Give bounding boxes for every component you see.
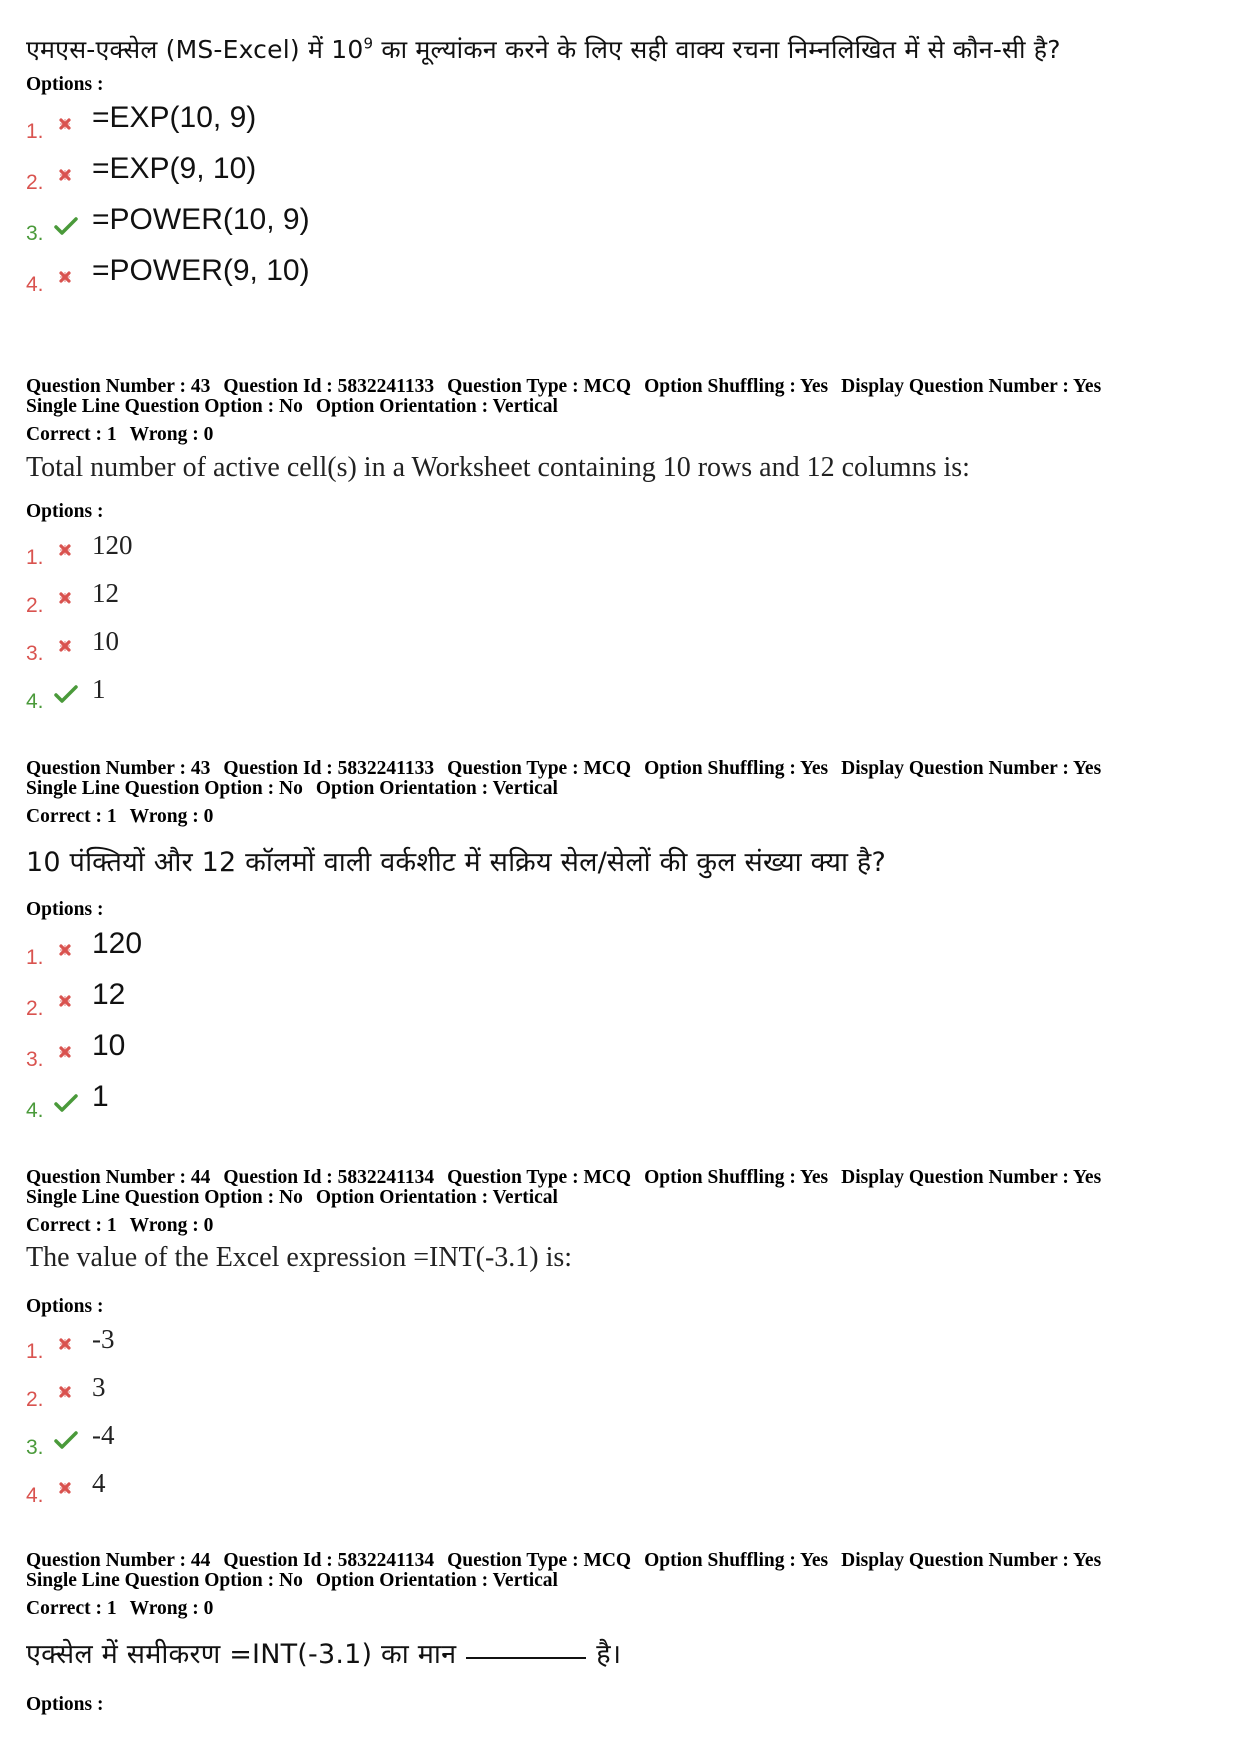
question-text-q42-hindi (26, 32, 1216, 66)
question-text-part: का मूल्यांकन करने के लिए सही वाक्य रचना निम्नलिखित में से कौन-सी है? (373, 35, 1061, 64)
meta-field: Single Line Question Option : No (26, 1187, 303, 1208)
options-label: Options : (26, 1694, 104, 1715)
question-meta-line2 (26, 778, 1216, 799)
question-meta-line3 (26, 1598, 1216, 1619)
option-item (26, 525, 133, 569)
option-number: 3. (26, 642, 44, 665)
meta-field: Question Id : 5832241134 (223, 1167, 435, 1188)
option-item (26, 1367, 106, 1411)
meta-field: Question Type : MCQ (447, 758, 632, 779)
question-meta-line2 (26, 1570, 1216, 1591)
meta-field: Question Type : MCQ (447, 1550, 632, 1571)
options-label: Options : (26, 899, 104, 920)
question-text-part: एक्सेल में समीकरण =INT(-3.1) का मान (26, 1639, 457, 1670)
meta-field: Single Line Question Option : No (26, 778, 303, 799)
cross-icon (52, 990, 82, 1014)
options-label: Options : (26, 1296, 104, 1317)
cross-icon (52, 1041, 82, 1065)
meta-field: Option Shuffling : Yes (644, 1550, 829, 1571)
option-value: 4 (92, 1468, 106, 1498)
meta-field: Option Shuffling : Yes (644, 376, 829, 397)
question-text-q43-english: Total number of active cell(s) in a Worksheet containing 10 rows and 12 columns is: (26, 452, 970, 483)
question-text-part: एमएस-एक्सेल (MS-Excel) में 10 (26, 35, 364, 64)
option-item (26, 925, 143, 969)
option-item (26, 1027, 126, 1071)
option-item (26, 1463, 106, 1507)
option-value: =EXP(10, 9) (92, 101, 257, 134)
meta-field: Question Number : 44 (26, 1550, 211, 1571)
meta-field: Display Question Number : Yes (841, 376, 1102, 397)
option-item (26, 150, 257, 194)
meta-field: Question Number : 43 (26, 376, 211, 397)
cross-icon (52, 164, 82, 188)
meta-field: Question Id : 5832241134 (223, 1550, 435, 1571)
option-number: 4. (26, 273, 44, 296)
option-value: -3 (92, 1324, 115, 1354)
meta-field: Wrong : 0 (129, 424, 214, 445)
option-value: 1 (92, 1080, 109, 1113)
meta-field: Wrong : 0 (129, 1215, 214, 1236)
check-icon (52, 1429, 82, 1453)
option-value: 1 (92, 674, 106, 704)
meta-field: Option Orientation : Vertical (315, 396, 558, 417)
option-item (26, 669, 106, 713)
meta-field: Correct : 1 (26, 806, 117, 827)
option-number: 2. (26, 594, 44, 617)
cross-icon (52, 539, 82, 563)
meta-field: Question Type : MCQ (447, 1167, 632, 1188)
option-number: 4. (26, 1484, 44, 1507)
question-meta-line2 (26, 1187, 1216, 1208)
check-icon (52, 683, 82, 707)
option-value: =EXP(9, 10) (92, 152, 257, 185)
meta-field: Single Line Question Option : No (26, 1570, 303, 1591)
option-item (26, 976, 126, 1020)
option-value: 120 (92, 530, 133, 560)
option-value: =POWER(10, 9) (92, 203, 310, 236)
meta-field: Option Shuffling : Yes (644, 758, 829, 779)
question-meta-line1 (26, 1167, 1216, 1188)
cross-icon (52, 635, 82, 659)
question-meta-line3 (26, 1215, 1216, 1236)
meta-field: Question Id : 5832241133 (223, 376, 435, 397)
meta-field: Question Number : 43 (26, 758, 211, 779)
meta-field: Display Question Number : Yes (841, 1550, 1102, 1571)
meta-field: Question Number : 44 (26, 1167, 211, 1188)
option-item (26, 621, 119, 665)
meta-field: Option Orientation : Vertical (315, 1570, 558, 1591)
fill-in-blank (466, 1657, 586, 1659)
question-meta-line1 (26, 758, 1216, 779)
question-text-q43-hindi: 10 पंक्तियों और 12 कॉलमों वाली वर्कशीट में सक्रिय सेल/सेलों की कुल संख्या क्या है? (26, 847, 886, 878)
meta-field: Correct : 1 (26, 424, 117, 445)
option-value: 3 (92, 1372, 106, 1402)
option-item (26, 1415, 115, 1459)
question-meta-line1 (26, 1550, 1216, 1571)
option-number: 2. (26, 1388, 44, 1411)
option-value: =POWER(9, 10) (92, 254, 310, 287)
meta-field: Question Type : MCQ (447, 376, 632, 397)
option-item (26, 201, 310, 245)
cross-icon (52, 1333, 82, 1357)
question-meta-line3 (26, 424, 1216, 445)
meta-field: Option Orientation : Vertical (315, 1187, 558, 1208)
option-item (26, 252, 310, 296)
meta-field: Correct : 1 (26, 1598, 117, 1619)
options-label: Options : (26, 74, 104, 95)
meta-field: Display Question Number : Yes (841, 1167, 1102, 1188)
option-item (26, 1078, 109, 1122)
meta-field: Correct : 1 (26, 1215, 117, 1236)
option-item (26, 1319, 115, 1363)
check-icon (52, 1092, 82, 1116)
options-label: Options : (26, 501, 104, 522)
option-number: 3. (26, 1436, 44, 1459)
meta-field: Wrong : 0 (129, 1598, 214, 1619)
check-icon (52, 215, 82, 239)
meta-field: Display Question Number : Yes (841, 758, 1102, 779)
option-number: 4. (26, 690, 44, 713)
option-value: 120 (92, 927, 143, 960)
cross-icon (52, 1381, 82, 1405)
cross-icon (52, 113, 82, 137)
option-number: 4. (26, 1099, 44, 1122)
cross-icon (52, 266, 82, 290)
exponent: 9 (363, 34, 374, 53)
option-number: 1. (26, 1340, 44, 1363)
question-meta-line1 (26, 376, 1216, 397)
option-number: 2. (26, 997, 44, 1020)
option-value: 10 (92, 626, 119, 656)
meta-field: Option Orientation : Vertical (315, 778, 558, 799)
meta-field: Option Shuffling : Yes (644, 1167, 829, 1188)
option-value: 12 (92, 978, 126, 1011)
option-item (26, 99, 257, 143)
option-number: 3. (26, 1048, 44, 1071)
question-text-q44-hindi (26, 1634, 1216, 1671)
meta-field: Single Line Question Option : No (26, 396, 303, 417)
cross-icon (52, 939, 82, 963)
question-meta-line2 (26, 396, 1216, 417)
option-item (26, 573, 119, 617)
option-number: 1. (26, 120, 44, 143)
option-value: 12 (92, 578, 119, 608)
option-number: 1. (26, 546, 44, 569)
question-meta-line3 (26, 806, 1216, 827)
option-value: -4 (92, 1420, 115, 1450)
question-text-q44-english: The value of the Excel expression =INT(-3.1) is: (26, 1242, 573, 1273)
option-number: 1. (26, 946, 44, 969)
cross-icon (52, 587, 82, 611)
meta-field: Wrong : 0 (129, 806, 214, 827)
meta-field: Question Id : 5832241133 (223, 758, 435, 779)
cross-icon (52, 1477, 82, 1501)
question-text-part: है। (596, 1639, 622, 1670)
option-number: 3. (26, 222, 44, 245)
option-number: 2. (26, 171, 44, 194)
option-value: 10 (92, 1029, 126, 1062)
